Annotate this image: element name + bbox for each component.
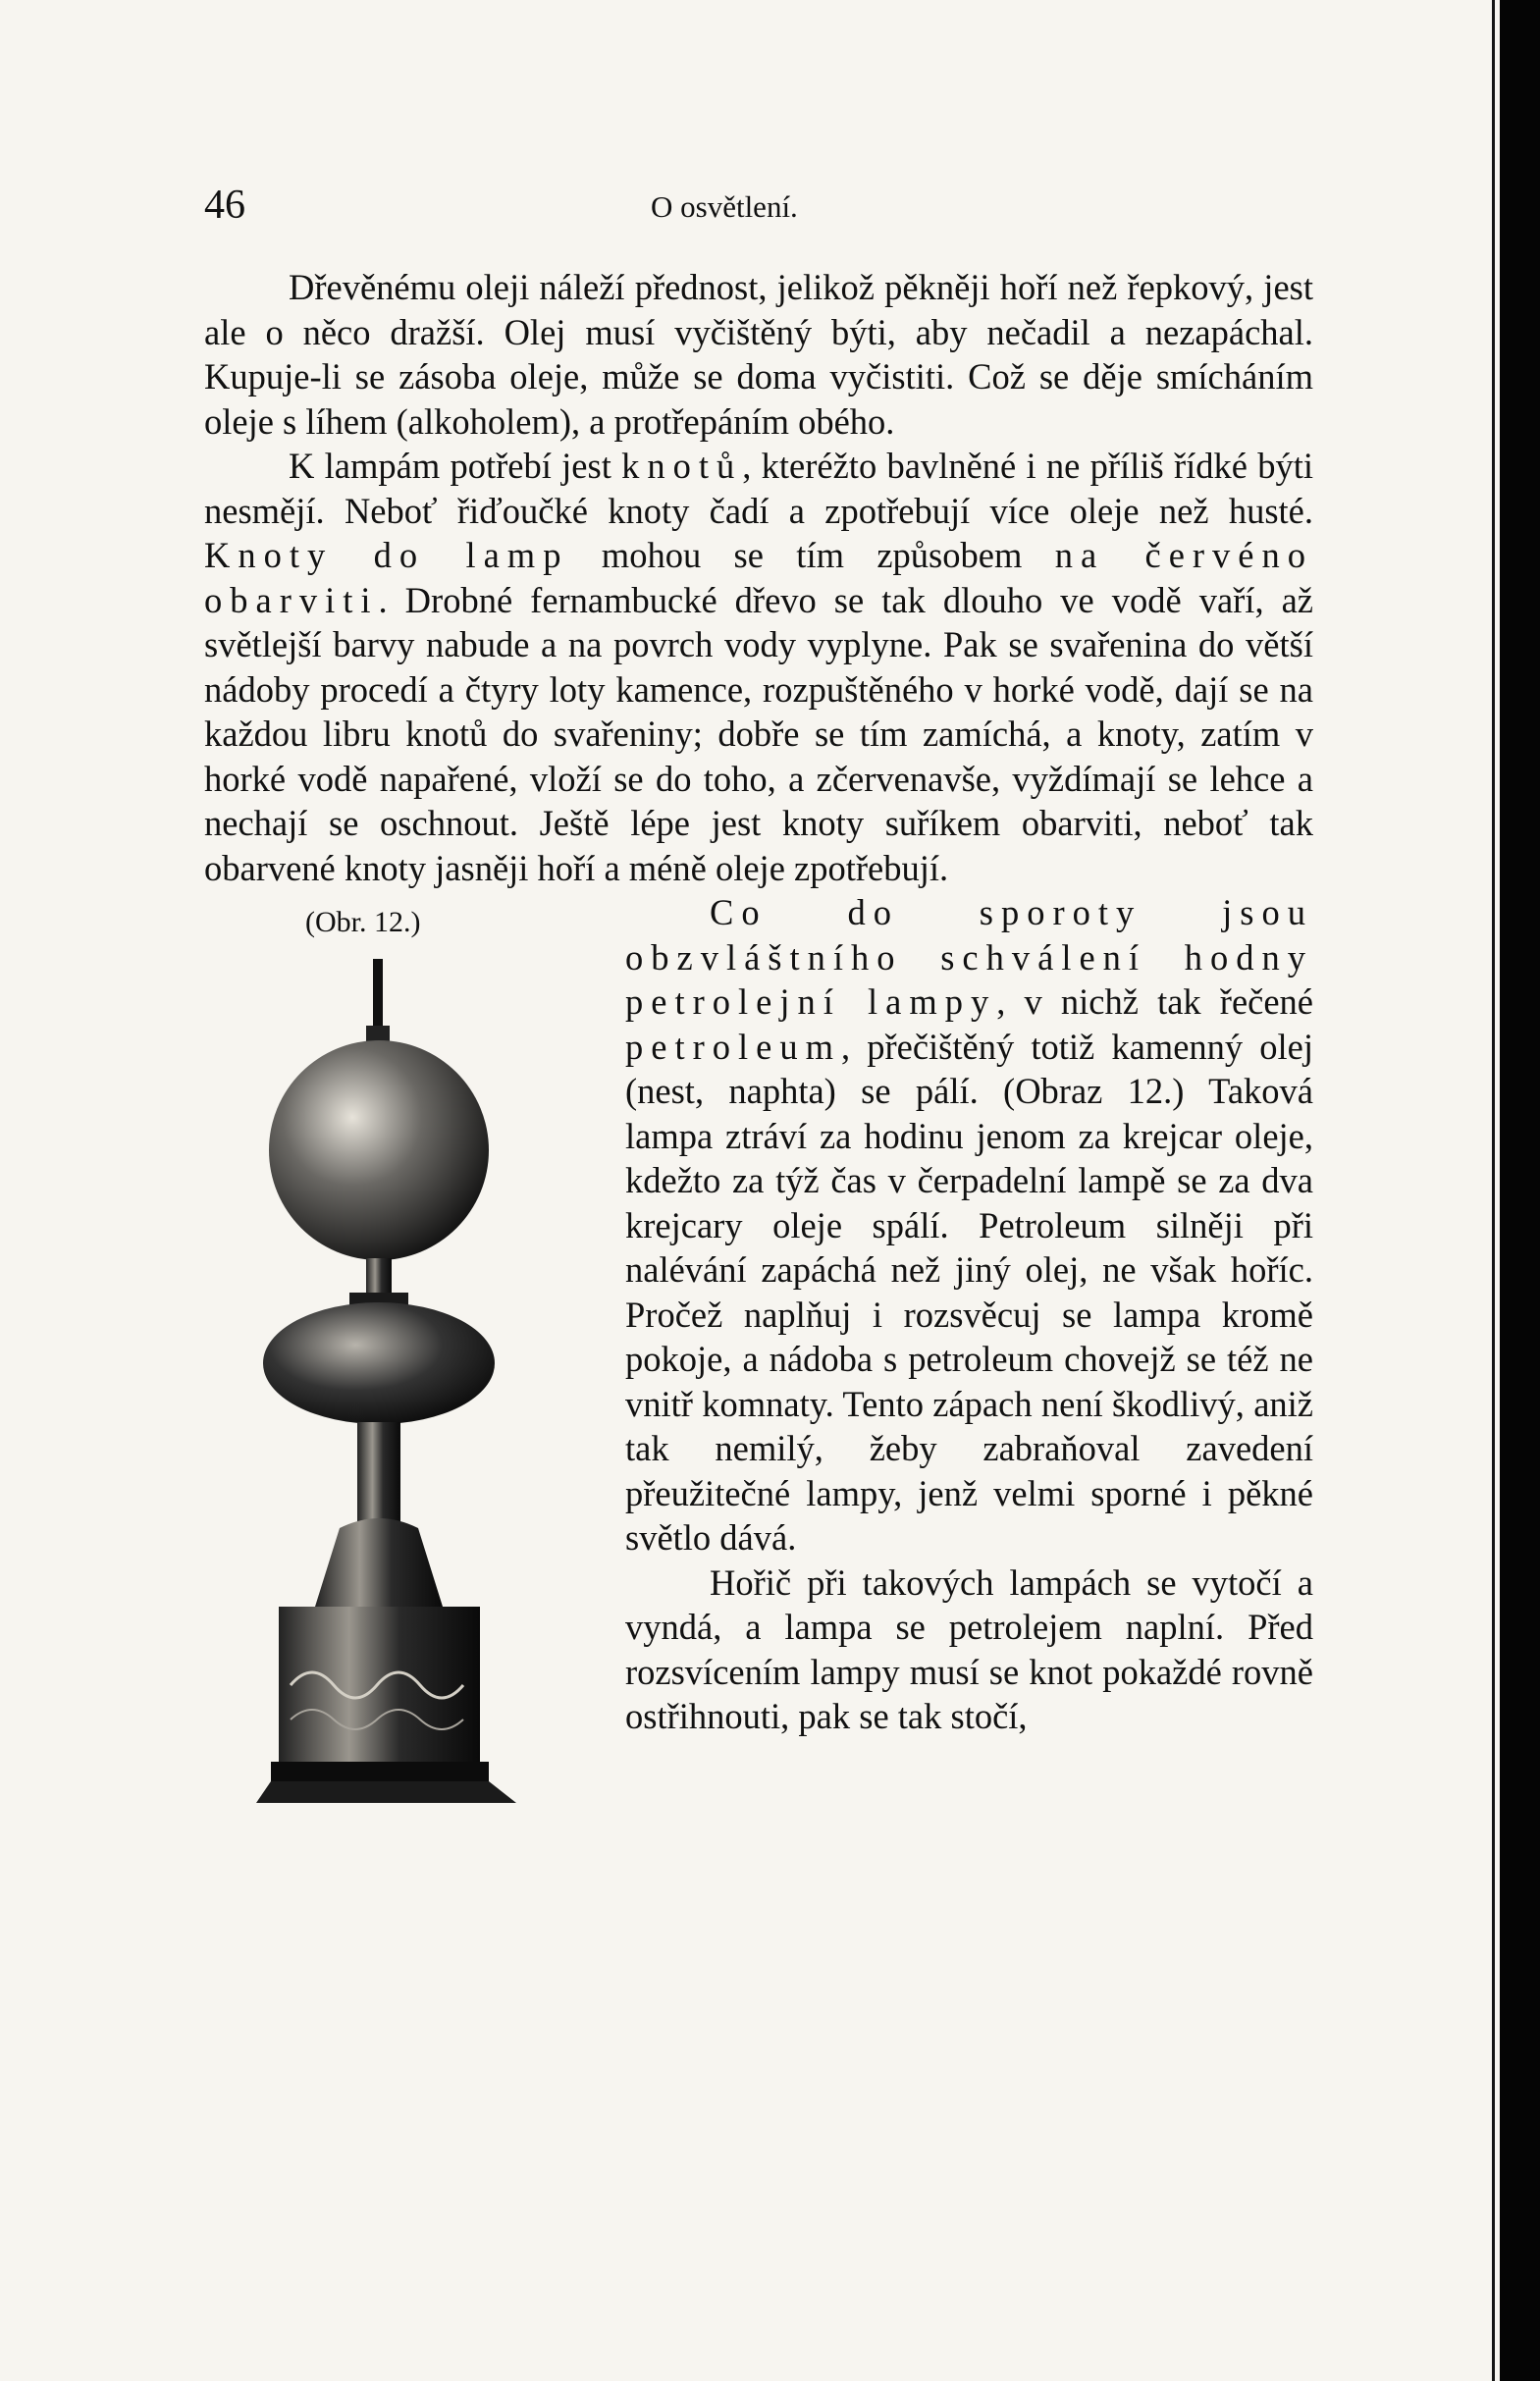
page-number: 46 <box>204 183 245 228</box>
text-run: , přečištěný totiž kamenný olej (nest, naphta) se pálí. (Obraz 12.) Taková lampa ztráví za hodinu jenom za krejcar oleje, kdežto za týž čas v čerpadelní lampě se za dva krejcary oleje spálí. Petroleum silněji při nalévání zapáchá než jiný olej, ne však hoříc. Pročež naplňuj i rozsvěcuj se lampa kromě pokoje, a nádoba s petroleum chovejž se též ne vnitř komnaty. Tento zápach není škodlivý, aniž tak nemilý, žeby zabraňoval zavedení přeužitečné lampy, jenž velmi sporné i pěkné světlo dává. <box>625 1026 1313 1558</box>
paragraph-oil: Dřevěnému oleji náleží přednost, jelikož pěkněji hoří než řepkový, jest ale o něco dražší. Olej musí vyčištěný býti, aby nečadil a nezapáchal. Kupuje-li se zásoba oleje, může se doma vyčistiti. Což se děje smícháním oleje s líhem (alkoholem), a protřepáním obého. <box>204 267 1313 442</box>
running-title: O osvětlení. <box>651 189 798 224</box>
emphasis-dye-red: na červéno obarviti <box>204 535 1313 620</box>
text-run: , v nichž tak řečené <box>996 981 1314 1022</box>
emphasis-wicks-lamps: Knoty do lamp <box>204 535 569 575</box>
paragraph-burner: Hořič při takových lampách se vytočí a vyndá, a lampa se petrolejem naplní. Před rozsvícením lampy musí se knot pokaždé rovně ostřihnouti, pak se tak stočí, <box>625 1561 1313 1736</box>
figure-lamp <box>202 900 610 1862</box>
text-run: K lampám potřebí jest <box>289 446 622 486</box>
text-run: mohou se tím způsobem <box>568 535 1055 575</box>
page-header <box>204 182 1313 231</box>
emphasis-petroleum: petroleum <box>625 1026 841 1067</box>
emphasis-wicks: knotů <box>621 446 743 486</box>
paragraph-wicks <box>204 444 1313 890</box>
figure-caption: (Obr. 12.) <box>305 906 421 938</box>
emphasis-petroleum-lamps: Co do sporoty jsou obzvláštního schválení hodny petrolejní lampy <box>625 892 1313 1022</box>
text-run: , kteréžto bavlněné i ne příliš řídké býti nesmějí. Neboť řiďoučké knoty čadí a zpotřebují více oleje než husté. <box>204 446 1313 531</box>
petroleum-lamp-icon <box>202 939 610 1842</box>
body-text <box>204 265 1313 1862</box>
text-run: . Drobné fernambucké dřevo se tak dlouho ve vodě vaří, až světlejší barvy nabude a na povrch vody vyplyne. Pak se svařenina do větší nádoby procedí a čtyry loty kamence, rozpuštěného v horké vodě, dají se na každou libru knotů do svařeniny; dobře se tím zamíchá, a knoty, zatím v horké vodě napařené, vloží se do toho, a zčervenavše, vyždímají se lehce a nechají se oschnout. Ještě lépe jest knoty suříkem obarviti, neboť tak obarvené knoty jasněji hoří a méně oleje zpotřebují. <box>204 579 1313 888</box>
page-edge-line <box>1492 0 1495 2381</box>
